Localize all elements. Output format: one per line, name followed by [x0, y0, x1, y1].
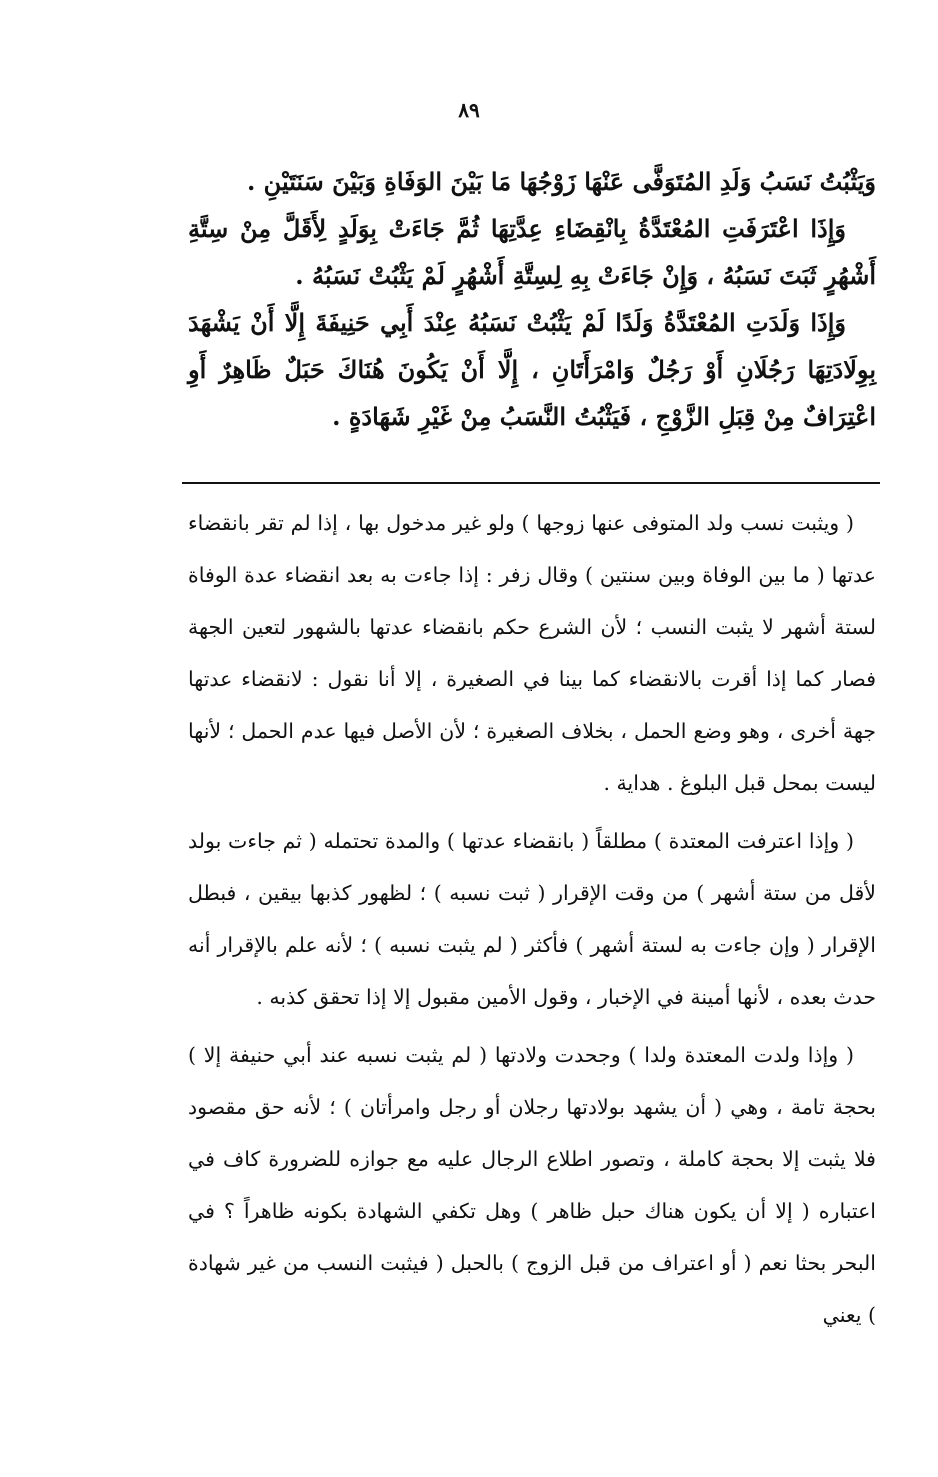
commentary-paragraph: ( وإذا اعترفت المعتدة ) مطلقاً ( بانقضاء عدتها ) والمدة تحتمله ( ثم جاءت بولد لأقل من ستة أشهر ) من وقت الإقرار ( ثبت نسبه ) ؛ لظهور كذبها بيقين ، فبطل الإقرار ( وإن جاءت به لستة أشهر ) فأكثر ( لم يثبت نسبه ) ؛ لأنه علم بالإقرار أنه حدث بعده ، لأنها أمينة في الإخبار ، وقول الأمين مقبول إلا إذا تحقق كذبه . [188, 829, 876, 1009]
main-paragraph: وَإِذَا اعْتَرَفَتِ المُعْتَدَّةُ بِانْقِضَاءِ عِدَّتِهَا ثُمَّ جَاءَتْ بِوَلَدٍ لِأَقَلَّ مِنْ سِتَّةِ أَشْهُرٍ ثَبَتَ نَسَبُهُ ، وَإِنْ جَاءَتْ بِهِ لِسِتَّةِ أَشْهُرٍ لَمْ يَثْبُتْ نَسَبُهُ . [188, 214, 876, 290]
commentary-paragraph: ( وإذا ولدت المعتدة ولدا ) وجحدت ولادتها ( لم يثبت نسبه عند أبي حنيفة إلا ) بحجة تامة ، وهي ( أن يشهد بولادتها رجلان أو رجل وامرأتان ) ؛ لأنه حق مقصود فلا يثبت إلا بحجة كاملة ، وتصور اطلاع الرجال عليه مع جوازه للضرورة كاف في اعتباره ( إلا أن يكون هناك حبل ظاهر ) وهل تكفي الشهادة بكونه ظاهراً ؟ في البحر بحثا نعم ( أو اعتراف من قبل الزوج ) بالحبل ( فيثبت النسب من غير شهادة ) يعني [188, 1043, 876, 1327]
main-text [188, 158, 876, 440]
commentary-paragraph: ( ويثبت نسب ولد المتوفى عنها زوجها ) ولو غير مدخول بها ، إذا لم تقر بانقضاء عدتها ( ما بين الوفاة وبين سنتين ) وقال زفر : إذا جاءت به بعد انقضاء عدة الوفاة لستة أشهر لا يثبت النسب ؛ لأن الشرع حكم بانقضاء عدتها بالشهور لتعين الجهة فصار كما إذا أقرت بالانقضاء كما بينا في الصغيرة ، إلا أنا نقول : لانقضاء عدتها جهة أخرى ، وهو وضع الحمل ، بخلاف الصغيرة ؛ لأن الأصل فيها عدم الحمل ؛ لأنها ليست بمحل قبل البلوغ . هداية . [188, 511, 876, 795]
commentary [188, 497, 876, 1341]
main-paragraph: وَإِذَا وَلَدَتِ المُعْتَدَّةُ وَلَدًا لَمْ يَثْبُتْ نَسَبُهُ عِنْدَ أَبِي حَنِيفَةَ إِلَّا أَنْ يَشْهَدَ بِوِلَادَتِهَا رَجُلَانِ أَوْ رَجُلٌ وَامْرَأَتَانِ ، إِلَّا أَنْ يَكُونَ هُنَاكَ حَبَلٌ ظَاهِرٌ أَوِ اعْتِرَافٌ مِنْ قِبَلِ الزَّوْجِ ، فَيَثْبُتُ النَّسَبُ مِنْ غَيْرِ شَهَادَةٍ . [188, 308, 876, 431]
main-paragraph: وَيَثْبُتُ نَسَبُ وَلَدِ المُتَوَفَّى عَنْهَا زَوْجُهَا مَا بَيْنَ الوَفَاةِ وَبَيْنَ سَنَتَيْنِ . [246, 167, 876, 196]
page-number: ٨٩ [458, 98, 480, 122]
divider [182, 482, 880, 484]
